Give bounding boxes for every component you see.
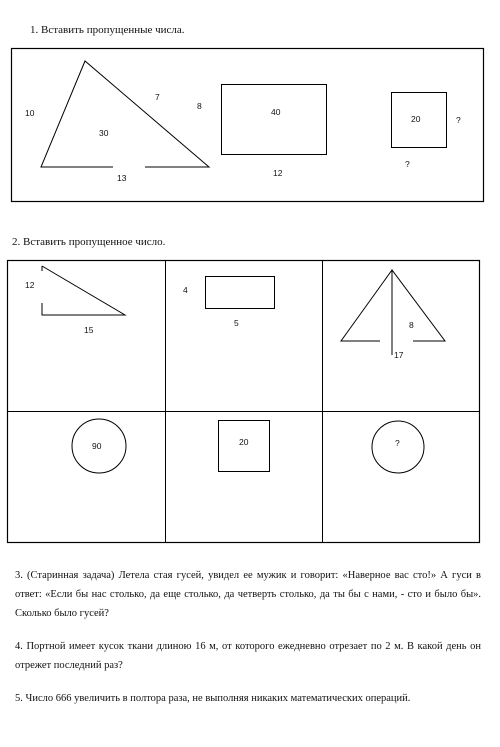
task2-rectangle-height: 4 xyxy=(183,285,188,295)
task3-text: 3. (Старинная задача) Летела стая гусей, увидел ее мужик и говорит: «Наверное вас сто!» А гуси в ответ: «Если бы нас столько, да еще столько, да четверть столько, да ты бы с нами, - сто и было бы». Сколько было гусей? xyxy=(15,570,481,619)
task4-text: 4. Портной имеет кусок ткани длиною 16 м, от которого ежедневно отрезает по 2 м. В какой день он отрежет последний раз? xyxy=(15,641,481,671)
task2-rectangle-width: 5 xyxy=(234,318,239,328)
task1-triangle-base: 13 xyxy=(117,173,127,183)
task1-triangle-left-side: 10 xyxy=(25,108,35,118)
task2-triangle-base: 17 xyxy=(394,350,404,360)
task2-circle-inside: 90 xyxy=(92,441,102,451)
task1-rectangle-bottom: 12 xyxy=(273,168,283,178)
task2-square-inside: 20 xyxy=(239,437,249,447)
task1-frame xyxy=(12,49,484,202)
task2-heading: 2. Вставить пропущенное число. xyxy=(12,236,166,248)
task5-text: 5. Число 666 увеличить в полтора раза, не выполняя никаких математических операций. xyxy=(15,693,411,704)
task1-square-right-question: ? xyxy=(456,115,461,125)
task2-right-triangle xyxy=(42,266,125,315)
task2-rectangle xyxy=(206,277,275,309)
task2-circle-question-mark: ? xyxy=(395,438,400,448)
task1-triangle-right-side: 7 xyxy=(155,92,160,102)
task1-triangle-inside: 30 xyxy=(99,128,109,138)
task2-grid xyxy=(8,261,480,543)
task2-right-triangle-horizontal: 15 xyxy=(84,325,94,335)
task1-triangle xyxy=(41,61,209,167)
task1-square-inside: 20 xyxy=(411,114,421,124)
task2-triangle-height-label: 8 xyxy=(409,320,414,330)
task1-heading: 1. Вставить пропущенные числа. xyxy=(30,24,185,36)
task1-rectangle xyxy=(222,85,327,155)
task2-triangle xyxy=(341,270,445,341)
task1-square-bottom-question: ? xyxy=(405,159,410,169)
task1-rectangle-inside: 40 xyxy=(271,107,281,117)
task2-right-triangle-vertical: 12 xyxy=(25,280,35,290)
task1-rectangle-left: 8 xyxy=(197,101,202,111)
